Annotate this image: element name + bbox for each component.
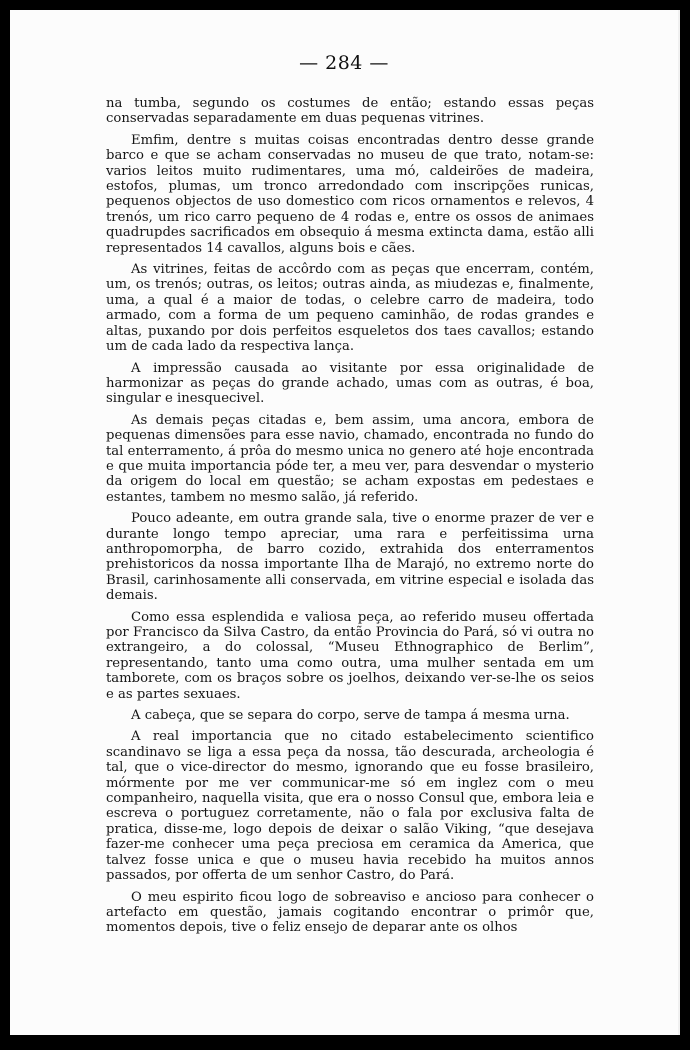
paragraph: As demais peças citadas e, bem assim, uma ancora, embora de pequenas dimensões para esse navio, chamado, encontrada no fundo do tal enterramento, á prôa do mesmo unica no genero até hoje encontrada e que muita importancia póde ter, a meu ver, para desvendar o mysterio da origem do local em questão; se acham expostas em pedestaes e estantes, tambem no mesmo salão, já referido. [106,412,594,505]
paragraph: O meu espirito ficou logo de sobreaviso e ancioso para conhecer o artefacto em questão, jamais cogitando encontrar o primôr que, momentos depois, tive o feliz ensejo de deparar ante os olhos [106,889,594,936]
paragraph: Emfim, dentre s muitas coisas encontradas dentro desse grande barco e que se acham conservadas no museu de que trato, notam-se: varios leitos muito rudimentares, uma mó, caldeirões de madeira, estofos, plumas, um tronco arredondado com inscripções runicas, pequenos objectos de uso domestico com ricos ornamentos e relevos, 4 trenós, um rico carro pequeno de 4 rodas e, entre os ossos de animaes quadrupdes sacrificados em obsequio á mesma extincta dama, estão alli representados 14 cavallos, alguns bois e cães. [106,132,594,256]
paragraph: As vitrines, feitas de accôrdo com as peças que encerram, contém, um, os trenós; outras, os leitos; outras ainda, as miudezas e, finalmente, uma, a qual é a maior de todas, o celebre carro de madeira, todo armado, com a forma de um pequeno caminhão, de rodas grandes e altas, puxando por dois perfeitos esqueletos dos taes cavallos; estando um de cada lado da respectiva lança. [106,262,594,355]
paragraph: A cabeça, que se separa do corpo, serve de tampa á mesma urna. [131,708,570,724]
page-number: — 284 — [299,52,389,74]
paragraph: Pouco adeante, em outra grande sala, tive o enorme prazer de ver e durante longo tempo apreciar, uma rara e perfeitissima urna anthropomorpha, de barro cozido, extrahida dos enterramentos prehistoricos da nossa importante Ilha de Marajó, no extremo norte do Brasil, carinhosamente alli conservada, em vitrine especial e isolada das demais. [106,511,594,604]
paragraph: A impressão causada ao visitante por essa originalidade de harmonizar as peças do grande achado, umas com as outras, é boa, singular e inesquecivel. [106,360,594,407]
paragraph: na tumba, segundo os costumes de então; estando essas peças conservadas separadamente em duas pequenas vitrines. [106,96,594,127]
body-text [106,96,594,942]
paragraph: Como essa esplendida e valiosa peça, ao referido museu offertada por Francisco da Silva Castro, da então Provincia do Pará, só vi outra no extrangeiro, a do colossal, “Museu Ethnographico de Berlim”, representando, tanto uma como outra, uma mulher sentada em um tamborete, com os braços sobre os joelhos, deixando ver-se-lhe os seios e as partes sexuaes. [106,609,594,702]
paragraph: A real importancia que no citado estabelecimento scientifico scandinavo se liga a essa peça da nossa, tão descurada, archeologia é tal, que o vice-director do mesmo, ignorando que eu fosse brasileiro, mórmente por me ver communicar-me só em inglez com o meu companheiro, naquella visita, que era o nosso Consul que, embora leia e escreva o portuguez corretamente, não o fala por exclusiva falta de pratica, disse-me, logo depois de deixar o salão Viking, “que desejava fazer-me conhecer uma peça preciosa em ceramica da America, que talvez fosse unica e que o museu havia recebido ha muitos annos passados, por offerta de um senhor Castro, do Pará. [106,729,594,884]
document-page [10,10,680,1035]
